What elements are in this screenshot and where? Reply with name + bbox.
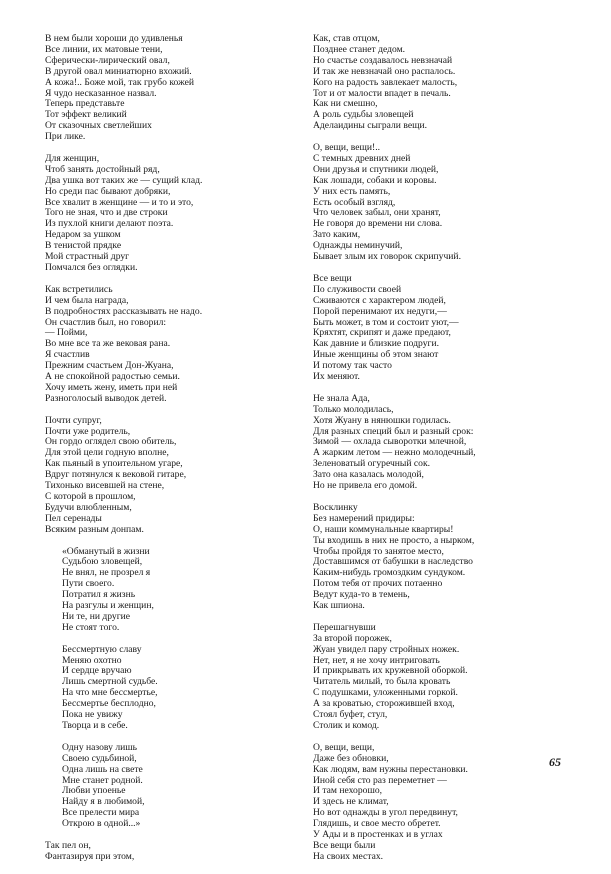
verse-line: Все линии, их матовые тени, [45,43,163,55]
verse-line: Доставшимся от бабушки в наследство [313,556,473,568]
verse-line: По служивости своей [313,283,402,295]
verse-line: Но вот однажды в угол передвинут, [313,807,458,819]
verse-line: А не спокойной радостью семьи. [45,371,180,383]
verse-line: — Пойми, [45,327,88,339]
stanza [313,274,575,383]
verse-line: И чем была награда, [45,294,129,306]
verse-line: Каким-нибудь громоздким сундуком. [313,567,466,579]
verse-line: Для этой цели годную вполне, [45,447,169,459]
verse-line: Все вещи [313,272,352,284]
verse-line: Найду я в любимой, [62,796,145,808]
verse-line: С подушками, уложенными горкой. [313,687,458,699]
verse-line: А за кроватью, сторожившей вход, [313,698,455,710]
stanza [45,34,295,143]
stanza [313,143,575,263]
verse-line: И там нехорошо, [313,785,383,797]
verse-line: Чтоб занять достойный ряд, [45,163,160,175]
verse-line: Зеленоватый огуречный сок. [313,458,431,470]
verse-line: Зато она казалась молодой, [313,469,424,481]
verse-line: Бессмертную славу [62,643,142,655]
verse-line: За второй порожек, [313,632,392,644]
verse-line: Только молодилась, [313,403,394,415]
verse-line: Пока не увижу [62,709,123,721]
verse-line: Мне станет родной. [62,774,143,786]
verse-line: Меняю охотно [62,654,122,666]
verse-line: Быть может, в том и состоит уют,— [313,316,459,328]
verse-line: Кряхтят, скрипят и даже предают, [313,327,451,339]
verse-line: Даже без обновки, [313,752,389,764]
verse-line: В другой овал миниатюрно вхожий. [45,65,192,77]
verse-line: Иные женщины об этом знают [313,349,439,361]
stanza [45,416,295,536]
verse-line: Почти уже родитель, [45,425,131,437]
verse-line: Кого на радость завлекает малость, [313,76,458,88]
verse-line: Во мне все та же вековая рана. [45,338,171,350]
stanza [45,645,295,732]
verse-line: Тот эффект великий [45,109,127,121]
verse-line: Как встретились [45,283,113,295]
verse-line: Так пел он, [45,839,91,851]
stanza [45,743,295,830]
verse-line: Чтобы пройдя то занятое место, [313,545,444,557]
verse-line: Будучи влюбленным, [45,501,132,513]
verse-line: На своих местах. [313,850,384,862]
verse-line: В подробностях рассказывать не надо. [45,305,203,317]
verse-line: С темных древних дней [313,152,411,164]
verse-line: Сживаются с характером людей, [313,294,446,306]
verse-line: Как людям, вам нужны перестановки. [313,763,468,775]
verse-line: Зимой — охлада сыворотки млечной, [313,436,467,448]
verse-line: Аделаидины сыграли вещи. [313,120,427,132]
verse-line: Зато каким, [313,229,361,241]
verse-line: Открою в одной...» [62,818,141,830]
verse-line: Пел серенады [45,512,102,524]
verse-line: В тенистой прядке [45,240,122,252]
page-number: 65 [549,755,561,769]
verse-line: Читатель милый, то была кровать [313,676,451,688]
verse-line: И прикрывать их кружевной оборкой. [313,665,468,677]
verse-line: Потратил я жизнь [62,589,136,601]
verse-line: Помчался без оглядки. [45,262,138,274]
verse-line: Для разных специй был и разный срок: [313,425,474,437]
stanza [45,841,295,863]
left-column [45,34,295,874]
verse-line: Как пьяный в упоительном угаре, [45,458,183,470]
verse-line: О, вещи, вещи!.. [313,142,381,154]
verse-line: Но среди пас бывают добряки, [45,185,171,197]
verse-line: О, вещи, вещи, [313,741,375,753]
verse-line: Как шпиона. [313,600,365,612]
stanza [313,503,575,612]
stanza [313,34,575,132]
verse-line: С которой в прошлом, [45,491,136,503]
verse-line: Лишь смертной судьбе. [62,676,158,688]
verse-line: Он гордо оглядел свою обитель, [45,436,177,448]
verse-line: Не стоят того. [62,621,120,633]
verse-line: А жарким летом — нежно молодечный, [313,447,476,459]
verse-line: Не внял, не прозрел я [62,567,151,579]
verse-line: Мой страстный друг [45,251,130,263]
verse-line: А роль судьбы зловещей [313,109,414,121]
verse-line: Судьбою зловещей, [62,556,143,568]
verse-line: Разноголосый выводок детей. [45,392,167,404]
verse-line: Без намерений придиры: [313,512,415,524]
verse-line: Но не привела его домой. [313,480,418,492]
verse-line: Вдруг потянулся к вековой гитаре, [45,469,187,481]
stanza [313,623,575,732]
verse-line: Того не зная, что и две строки [45,207,168,219]
verse-line: Одна лишь на свете [62,763,143,775]
verse-line: Но счастье создавалось невзначай [313,54,453,66]
verse-line: Все хвалит в женщине — и то и это, [45,196,194,208]
verse-line: Прежним счастьем Дон-Жуана, [45,360,174,372]
verse-line: Все вещи были [313,839,376,851]
verse-line: Не знала Ада, [313,392,370,404]
verse-line: Хочу иметь жену, иметь при ней [45,381,178,393]
verse-line: На что мне бессмертье, [62,687,158,699]
verse-line: Столик и комод. [313,720,380,732]
verse-line: И здесь не климат, [313,796,389,808]
verse-line: Тихонько висевшей на стене, [45,480,165,492]
verse-line: Все прелести мира [62,807,140,819]
verse-line: Глядишь, и свое место обретет. [313,818,441,830]
verse-line: Для женщин, [45,152,100,164]
verse-line: Ты входишь в них не просто, а нырком, [313,534,475,546]
verse-line: Их меняют. [313,371,360,383]
verse-line: Пути своего. [62,578,115,590]
verse-line: На разгулы и женщин, [62,600,154,612]
verse-line: И так же невзначай оно распалось. [313,65,456,77]
verse-line: Творца и в себе. [62,720,128,732]
verse-line: Иной себя сто раз переметнет — [313,774,447,786]
right-column [313,34,575,874]
verse-line: В нем были хороши до удивленья [45,33,183,44]
verse-line: Он счастлив был, но говорил: [45,316,167,328]
verse-line: Потом тебя от прочих потаенно [313,578,443,590]
verse-line: Недаром за ушком [45,229,121,241]
verse-line: «Обманутый в жизни [62,545,150,557]
stanza [313,394,575,492]
verse-line: Любви упоенье [62,785,126,797]
verse-line: Фантазируя при этом, [45,850,135,862]
verse-line: Что человек забыл, они хранят, [313,207,441,219]
verse-line: Не говоря до времени ни слова. [313,218,443,230]
verse-line: Перешагнувши [313,621,376,633]
verse-line: Как лошади, собаки и коровы. [313,174,437,186]
verse-line: Хотя Жуану в нянюшки годилась. [313,414,451,426]
verse-line: Тот и от малости впадет в печаль. [313,87,451,99]
verse-line: Порой перенимают их недуги,— [313,305,447,317]
verse-line: Однажды неминучий, [313,240,403,252]
verse-line: И сердце вручаю [62,665,132,677]
verse-line: Восклинку [313,501,358,513]
verse-line: Они друзья и спутники людей, [313,163,439,175]
verse-line: И потому так часто [313,360,392,372]
verse-line: Как ни смешно, [313,98,378,110]
verse-line: Одну назову лишь [62,741,138,753]
verse-line: Стоял буфет, стул, [313,709,388,721]
verse-line: Почти супруг, [45,414,102,426]
stanza [45,547,295,634]
verse-line: У них есть память, [313,185,391,197]
verse-line: О, наши коммунальные квартиры! [313,523,454,535]
verse-line: От сказочных светлейших [45,120,152,132]
verse-line: При лике. [45,131,86,143]
verse-line: Бывает злым их говорок скрипучий. [313,251,461,263]
stanza [45,154,295,274]
verse-line: Два ушка вот таких же — сущий клад. [45,174,203,186]
verse-line: Нет, нет, я не хочу интриговать [313,654,440,666]
verse-line: Ни те, ни другие [62,610,131,622]
stanza [313,743,575,863]
verse-line: Как давние и близкие подруги. [313,338,439,350]
verse-line: А кожа!.. Боже мой, так грубо кожей [45,76,194,88]
verse-line: Всяким разным донпам. [45,523,144,535]
verse-line: Как, став отцом, [313,33,380,44]
verse-line: Теперь представьте [45,98,125,110]
verse-line: Ведут куда-то в темень, [313,589,410,601]
verse-line: Бессмертье бесплодно, [62,698,156,710]
verse-line: Жуан увидел пару стройных ножек. [313,643,460,655]
verse-line: Я чудо несказанное назвал. [45,87,157,99]
verse-line: Я счастлив [45,349,90,361]
stanza [45,285,295,405]
verse-line: Есть особый взгляд, [313,196,396,208]
verse-line: Своею судьбиной, [62,752,137,764]
verse-line: Сферически-лирический овал, [45,54,170,66]
verse-line: У Ады и в простенках и в углах [313,829,443,841]
verse-line: Позднее станет дедом. [313,43,406,55]
verse-line: Из пухлой книги делают поэта. [45,218,174,230]
